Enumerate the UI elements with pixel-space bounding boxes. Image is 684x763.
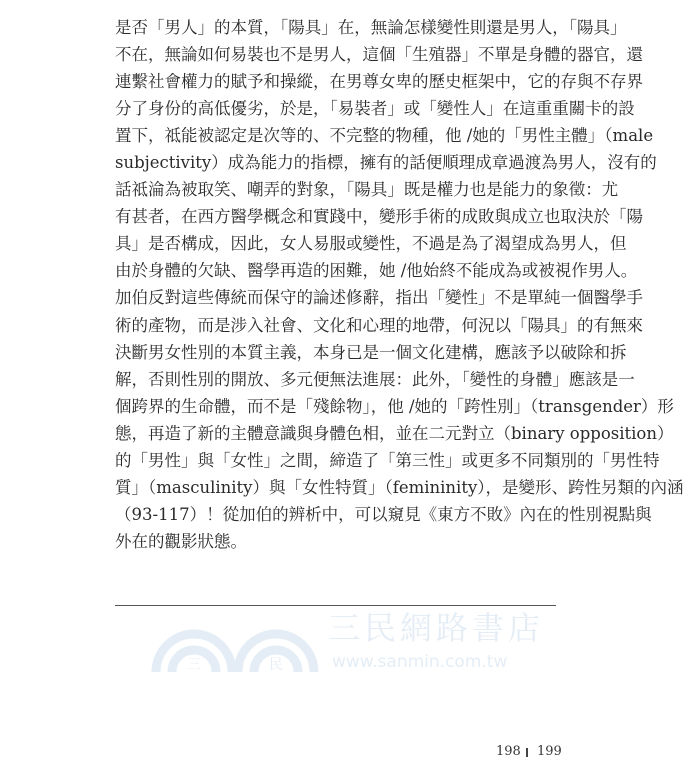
watermark-title: 三民網路書店: [328, 609, 545, 647]
text-line: subjectivity）成為能力的指標，擁有的話便順理成章過渡為男人，沒有的: [115, 153, 657, 173]
text-line: 加伯反對這些傳統而保守的論述修辭，指出「變性」不是單純一個醫學手: [115, 288, 643, 308]
page-number-left: 198: [496, 744, 521, 759]
page-number-right: 199: [537, 744, 562, 759]
text-line: 態，再造了新的主體意識與身體色相，並在二元對立（binary opposition）: [115, 423, 674, 443]
text-line: 不在，無論如何易裝也不是男人，這個「生殖器」不單是身體的器官，還: [115, 45, 643, 65]
footer-divider: [115, 605, 556, 606]
text-line: 外在的觀影狀態。: [115, 531, 247, 551]
text-line: 連繫社會權力的賦予和操縱，在男尊女卑的歷史框架中，它的存與不存界: [115, 72, 643, 92]
text-line: 具」是否構成，因此，女人易服或變性，不過是為了渴望成為男人，但: [115, 234, 627, 254]
text-line: 術的產物，而是涉入社會、文化和心理的地帶，何況以「陽具」的有無來: [115, 315, 643, 335]
watermark-logo-icon: [150, 614, 320, 672]
text-line: 是否「男人」的本質，「陽具」在，無論怎樣變性則還是男人，「陽具」: [115, 18, 627, 37]
text-line: 由於身體的欠缺、醫學再造的困難，她 /他始終不能成為或被視作男人。: [115, 261, 638, 281]
text-line: 分了身份的高低優劣，於是，「易裝者」或「變性人」在這重重關卡的設: [115, 99, 635, 119]
body-text: [115, 14, 684, 555]
text-line: （93-117）！從加伯的辨析中，可以窺見《東方不敗》內在的性別視點與: [115, 504, 652, 524]
text-line: 質」（masculinity）與「女性特質」（femininity），是變形、跨性另類的內涵: [115, 477, 684, 497]
text-line: 決斷男女性別的本質主義，本身已是一個文化建構，應該予以破除和拆: [115, 342, 627, 362]
watermark-logo-char: 三: [187, 657, 201, 673]
text-line: 有甚者，在西方醫學概念和實踐中，變形手術的成敗與成立也取決於「陽: [115, 207, 643, 227]
text-line: 話祗淪為被取笑、嘲弄的對象，「陽具」既是權力也是能力的象徵：尤: [115, 180, 619, 200]
text-line: 解，否則性別的開放、多元便無法進展：此外，「變性的身體」應該是一: [115, 369, 635, 389]
watermark-logo-char: 民: [269, 657, 283, 673]
text-line: 個跨界的生命體，而不是「殘餘物」，他 /她的「跨性別」（transgender）形: [115, 396, 674, 416]
text-line: 的「男性」與「女性」之間，締造了「第三性」或更多不同類別的「男性特: [115, 450, 660, 470]
watermark-url: www.sanmin.com.tw: [332, 652, 508, 672]
text-line: 置下，祗能被認定是次等的、不完整的物種，他 /她的「男性主體」（male: [115, 126, 654, 146]
page-number-separator: [526, 748, 528, 757]
watermark: [150, 610, 550, 676]
